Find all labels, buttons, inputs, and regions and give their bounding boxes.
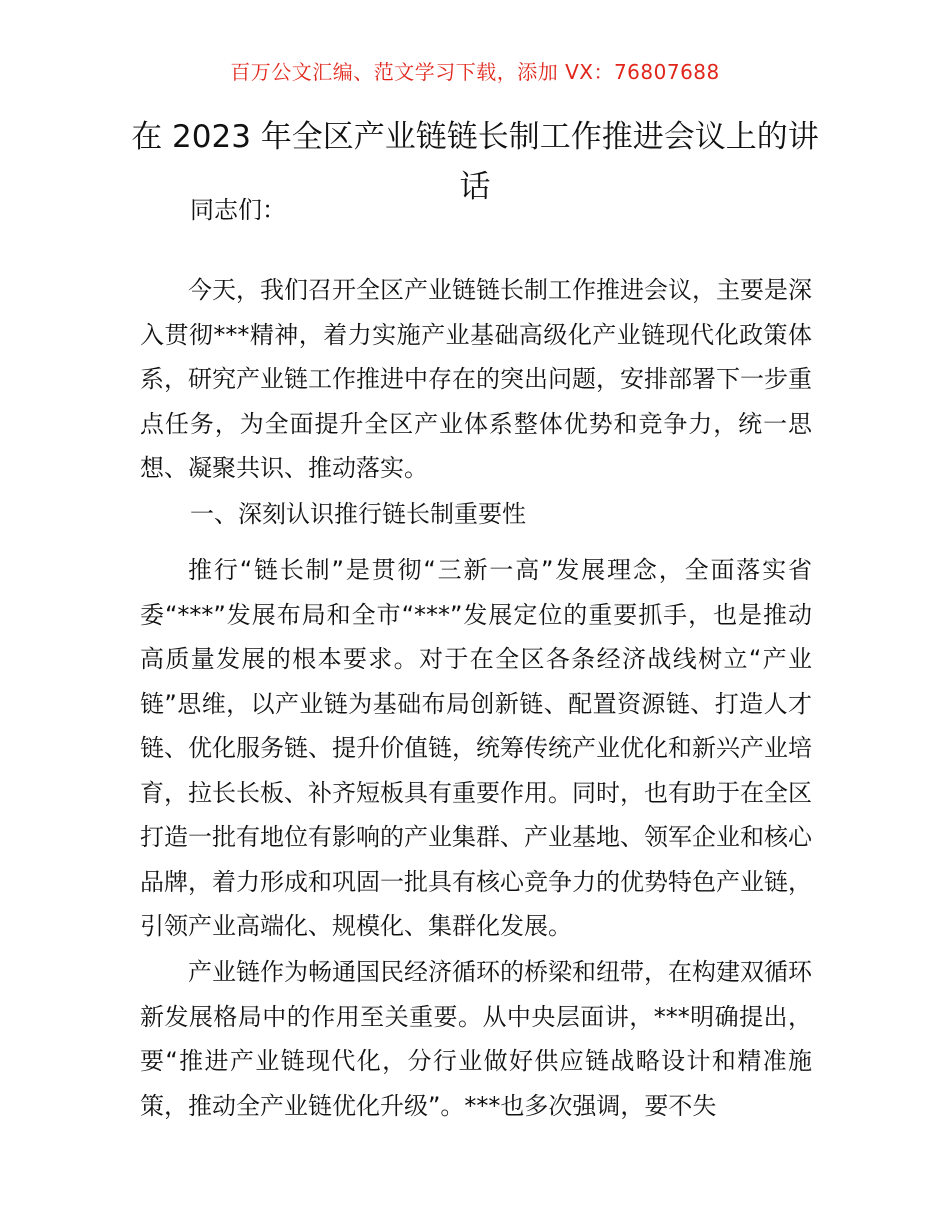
salutation: 同志们：	[190, 196, 286, 224]
body-paragraph: 产业链作为畅通国民经济循环的桥梁和纽带，在构建双循环新发展格局中的作用至关重要。从中央层面讲，***明确提出，要“推进产业链现代化，分行业做好供应链战略设计和精准施策，推动全产业链优化升级”。***也多次强调，要不失	[140, 958, 812, 1120]
body-paragraph: 推行“链长制”是贯彻“三新一高”发展理念，全面落实省委“***”发展布局和全市“***”发展定位的重要抓手，也是推动高质量发展的根本要求。对于在全区各条经济战线树立“产业链”思维，以产业链为基础布局创新链、配置资源链、打造人才链、优化服务链、提升价值链，统筹传统产业优化和新兴产业培育，拉长长板、补齐短板具有重要作用。同时，也有助于在全区打造一批有地位有影响的产业集群、产业基地、领军企业和核心品牌，着力形成和巩固一批具有核心竞争力的优势特色产业链，引领产业高端化、规模化、集群化发展。	[140, 556, 812, 940]
document-title: 在 2023 年全区产业链链长制工作推进会议上的讲话	[131, 119, 819, 205]
section-heading: 一、深刻认识推行链长制重要性	[190, 500, 526, 528]
header-watermark-note: 百万公文汇编、范文学习下载，添加 VX：76807688	[230, 60, 720, 84]
body-paragraph: 今天，我们召开全区产业链链长制工作推进会议，主要是深入贯彻***精神，着力实施产业基础高级化产业链现代化政策体系，研究产业链工作推进中存在的突出问题，安排部署下一步重点任务，为全面提升全区产业体系整体优势和竞争力，统一思想、凝聚共识、推动落实。	[140, 276, 812, 482]
